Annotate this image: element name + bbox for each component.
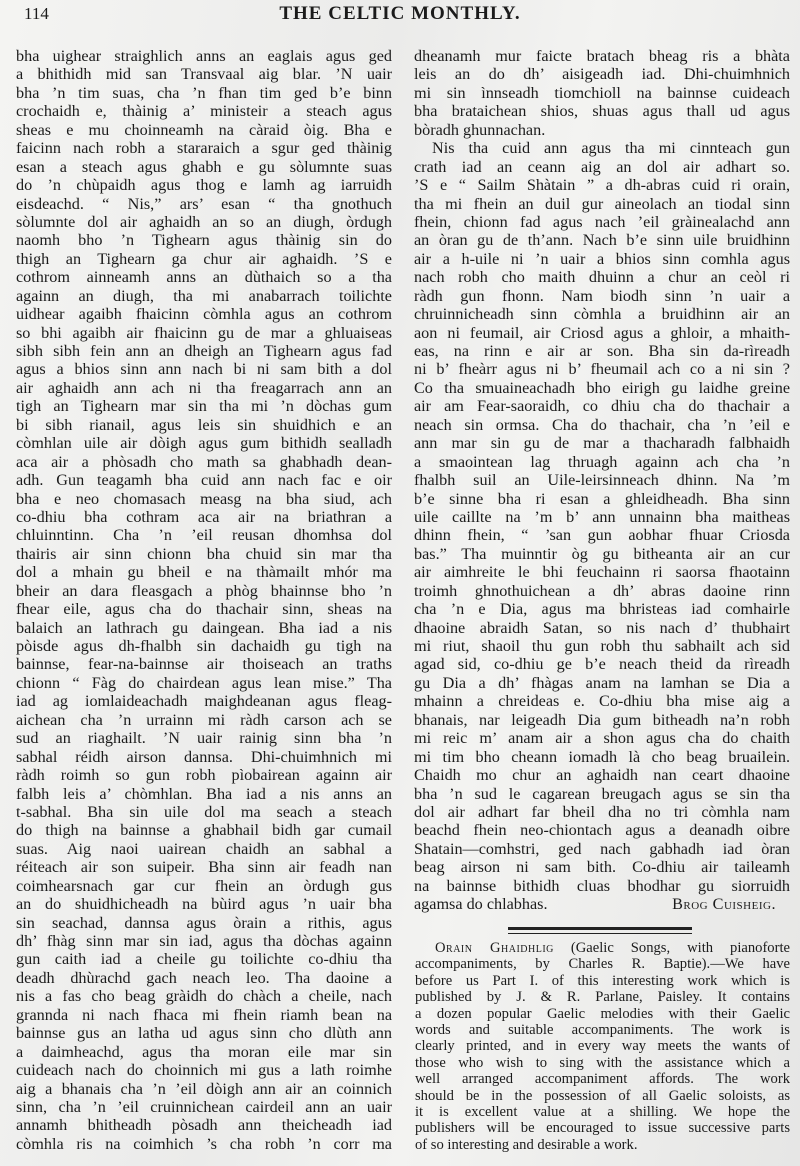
review-first-line bbox=[415, 940, 790, 956]
text-line: chionn “ Fàg do chairdean agus lean mise.” Tha bbox=[16, 673, 392, 692]
text-line: air am Fear-saoraidh, co dhiu cha do thachair a bbox=[414, 397, 790, 416]
text-line: iad ag iomlaideachadh maighdeanan agus fleag- bbox=[16, 692, 392, 711]
text-line: cha ’n e Dia, agus ma bhristeas iad comhairle bbox=[414, 600, 790, 619]
text-line: còmhlan uile air dòigh agus gum bithidh sealladh bbox=[16, 434, 392, 453]
text-line: ni b’ fheàrr agus ni b’ fheumail ach co a ni sin ? bbox=[414, 360, 790, 379]
text-line: bas.” Tha muinntir òg gu bitheanta air an cur bbox=[414, 544, 790, 563]
text-line: those who wish to sing with the assistance which a bbox=[415, 1054, 790, 1071]
text-line: thairis air sinn chionn bha chuid sin mar tha bbox=[16, 544, 392, 563]
text-line: air aimhreite le bhi feuchainn ri saorsa fhaotainn bbox=[414, 563, 790, 582]
text-line: bha e neo chomasach measg na bha siud, ach bbox=[16, 489, 392, 508]
text-line: well arranged accompaniment affords. The work bbox=[415, 1071, 790, 1088]
text-line: agad sid, co-dhiu ge b’e neach theid da rìreadh bbox=[414, 655, 790, 674]
text-line: chruinnicheadh sinn còmhla a bruidhinn air an bbox=[414, 305, 790, 324]
text-line: it is excellent value at a shilling. We hope the bbox=[415, 1103, 790, 1120]
text-line: mi sin ìnnseadh tiomchioll na bainnse cuideach bbox=[414, 83, 790, 102]
text-line: sòlumnte dol air aghaidh an so an diugh, òrdugh bbox=[16, 212, 392, 231]
text-line: coimhearsnach gar cur fhein an òrdugh gus bbox=[16, 876, 392, 895]
text-line: agus a bhios sinn ann nach bi ni sam bith a dol bbox=[16, 360, 392, 379]
text-line: aig a bhanais cha ’n ’eil dòigh ann air an coinnich bbox=[16, 1079, 392, 1098]
left-column bbox=[16, 47, 392, 1153]
text-line: publishers will be encouraged to issue successive parts bbox=[415, 1120, 790, 1137]
text-line: fhear eile, agus cha do thachair sinn, sheas na bbox=[16, 600, 392, 619]
text-line: do ’n chùpaidh agus thog e lamh ag iarruidh bbox=[16, 176, 392, 195]
text-line: grannda ni nach fhaca mi fhein riamh bean na bbox=[16, 1005, 392, 1024]
text-line: ràdh roimh so gun robh pìobairean againn air bbox=[16, 766, 392, 785]
text-line: an do shuidhicheadh na bùird agus ’n uair bha bbox=[16, 895, 392, 914]
text-line: dol air adhart far bheil dha no tri còmhla nam bbox=[414, 802, 790, 821]
text-line: bòradh ghunnachan. bbox=[414, 120, 546, 139]
text-line: eas, na rinn e air ar son. Bha sin da-rìreadh bbox=[414, 342, 790, 360]
text-line: t-sabhal. Bha sin uile dol ma seach a steach bbox=[16, 802, 392, 821]
text-line: air a h-uile ni ’n uair a bhios sinn comhla agus bbox=[414, 249, 790, 268]
text-line: naomh bho ’n Tighearn agus thàinig sin do bbox=[16, 231, 392, 250]
text-line: aon ni feumail, air Criosd agus a ghloir, a mhaith- bbox=[414, 323, 790, 342]
text-line: bainnse, fear-na-bainnse air thoiseach an traths bbox=[16, 655, 392, 674]
text-line: sheas e mu choinneamh na càraid òig. Bha e bbox=[16, 120, 392, 139]
text-line: b’e sinne bha ri esan a ghleidheadh. Bha sinn bbox=[414, 489, 790, 508]
text-line: suas. Aig naoi uairean chaidh an sabhal a bbox=[16, 839, 392, 858]
text-line: uidhear agaibh fhaicinn còmhla agus an cothrom bbox=[16, 305, 392, 324]
text-line: leis an do dh’ aisigeadh iad. Dhi-chuimhnich bbox=[414, 65, 790, 84]
text-line: co-dhiu bha cothram aca air na briathran a bbox=[16, 507, 392, 526]
text-line: adh. Gun teagamh bha cuid ann nach fac e oir bbox=[16, 471, 392, 490]
text-line: réiteach air son suipeir. Bha sinn air feadh nan bbox=[16, 858, 392, 877]
text-line: published by J. & R. Parlane, Paisley. It contains bbox=[415, 989, 790, 1006]
text-line: sibh sibh fein ann an dheigh an Tighearn agus fad bbox=[16, 342, 392, 360]
text-line: nis a fas cho beag gràidh do chàch a cheile, nach bbox=[16, 987, 392, 1006]
text-line: ann mar sin gu de mar a thacharadh falbhaidh bbox=[414, 434, 790, 453]
text-line: thigh an Tighearn ga chur air aghaidh. ’S e bbox=[16, 249, 392, 268]
text-line: bha uighear straighlich anns an eaglais agus ged bbox=[16, 47, 392, 65]
text-line: a daimheachd, agus tha moran eile mar sin bbox=[16, 1042, 392, 1061]
author-signature: Brog Cuisheig. bbox=[672, 895, 776, 914]
text-line: bi sibh rianail, agus leis sin shuidhich e an bbox=[16, 415, 392, 434]
book-review bbox=[415, 940, 790, 1153]
text-line: a dozen popular Gaelic melodies with their Gaelic bbox=[415, 1005, 790, 1022]
text-line: clearly printed, and in every way meets the wants of bbox=[415, 1038, 790, 1055]
text-line: sabhal réidh airson dannsa. Dhi-chuimhnich mi bbox=[16, 747, 392, 766]
text-line: a smaointean lag thruagh againn ach cha ’n bbox=[414, 452, 790, 471]
text-line: gu Dia a dh’ fhàgas anam na lamhan se Dia a bbox=[414, 673, 790, 692]
text-line: tigh an Tighearn mar sin tha mi ’n dòchas gum bbox=[16, 397, 392, 416]
review-subtitle: (Gaelic Songs, with pianoforte bbox=[553, 940, 790, 956]
text-line: aichean cha ’n urrainn mi ràdh carson ach se bbox=[16, 710, 392, 729]
section-divider bbox=[508, 927, 692, 934]
text-line: words and suitable accompaniments. The work is bbox=[415, 1021, 790, 1038]
text-line: dheanamh mur faicte bratach bheag ris a bhàta bbox=[414, 47, 790, 65]
text-line: bheir an dara fleasgach a phòg bhainnse bho ’n bbox=[16, 581, 392, 600]
text-line: falbh leis a’ chòmhlan. Bha iad a nis anns an bbox=[16, 784, 392, 803]
right-column bbox=[414, 47, 790, 914]
text-line: pòisde agus dh-fhalbh sin dachaidh gu tigh na bbox=[16, 637, 392, 655]
text-line: do thigh na bainnse a ghabhail bidh gar cumail bbox=[16, 821, 392, 840]
text-line: chluinntinn. Cha ’n ’eil reusan dhomhsa dol bbox=[16, 526, 392, 545]
text-line: sud an riaghailt. ’N uair rainig sinn bha ’n bbox=[16, 729, 392, 748]
text-line: bhanais, nar leigeadh Dia gum bitheadh na’n robh bbox=[414, 710, 790, 729]
text-line: annamh bhitheadh pòsadh ann theicheadh iad bbox=[16, 1116, 392, 1135]
text-line: ’S e “ Sailm Shàtain ” a dh-abras cuid ri orain, bbox=[414, 176, 790, 195]
text-line: na bainnse bithidh cluas bhodhar gu siorruidh bbox=[414, 876, 790, 895]
text-line: bainnse gus an latha ud agus sinn cho dlùth ann bbox=[16, 1024, 392, 1043]
text-line: an òran gu de th’ann. Nach b’e sinn uile bruidhinn bbox=[414, 231, 790, 250]
text-line: dhaoine abraidh Satan, so nis nach d’ thubhairt bbox=[414, 618, 790, 637]
text-line: nach robh cho maith dhuinn a chur an ceòl ri bbox=[414, 268, 790, 287]
text-line: dol a mhain gu bheil e na thàmailt mhór ma bbox=[16, 563, 392, 582]
text-line: so bhi agaibh air fhaicinn gu de mar a ghluaiseas bbox=[16, 323, 392, 342]
text-line: Chaidh mo chur an aghaidh nan ceart dhaoine bbox=[414, 766, 790, 785]
text-line: crochaidh e, thàinig a’ ministeir a steach agus bbox=[16, 102, 392, 121]
text-line: eisdeachd. “ Nis,” ars’ esan “ tha gnothuch bbox=[16, 194, 392, 213]
text-line: deadh dhùrachd gach neach leo. Tha daoine a bbox=[16, 968, 392, 987]
text-line: fhalbh suil an Uile-leirsinneach dhinn. Na ’m bbox=[414, 471, 790, 490]
text-line: aca air a phòsadh cho math sa ghabhadh dean- bbox=[16, 452, 392, 471]
text-line: againn an diugh, tha mi anabarrach toilichte bbox=[16, 286, 392, 305]
text-line: of so interesting and desirable a work. bbox=[415, 1136, 638, 1153]
journal-title: THE CELTIC MONTHLY. bbox=[279, 3, 521, 24]
text-line: should be in the possession of all Gaelic soloists, as bbox=[415, 1087, 790, 1104]
text-line: dhinn fhein, “ ’san gun aobhar fhuar Criosda bbox=[414, 526, 790, 545]
text-line: neach sin ormsa. Cha do thachair, cha ’n ’eil e bbox=[414, 415, 790, 434]
text-line: faicinn nach robh a stararaich a sgur ged thàinig bbox=[16, 139, 392, 158]
text-line: sin seachad, dannsa agus òrain a rithis, agus bbox=[16, 913, 392, 932]
text-line: Nis tha cuid ann agus tha mi cinnteach gun bbox=[432, 139, 790, 158]
text-line: cuideach nach do choinnich mi gus a lath roimhe bbox=[16, 1061, 392, 1080]
text-line: beachd fhein neo-chiontach agus a deanadh oibre bbox=[414, 821, 790, 840]
closing-text: agamsa do chlabhas. bbox=[414, 895, 548, 914]
text-line: dh’ fhàg sinn mar sin iad, agus tha dòchas againn bbox=[16, 932, 392, 950]
article-text bbox=[414, 47, 790, 895]
text-line: mi tim bho cheann iomadh là cho beag bruailein. bbox=[414, 747, 790, 766]
text-line: beag airson ni sam bith. Co-dhiu air taileamh bbox=[414, 858, 790, 877]
text-line: bha brataichean shios, shuas agus thall ud agus bbox=[414, 102, 790, 121]
text-line: bha ’n sud le cagarean breugach agus se sin tha bbox=[414, 784, 790, 803]
text-line: troimh ghnothuichean a dh’ abras daoine rinn bbox=[414, 581, 790, 600]
text-line: gun caith iad a cheile gu toilichte co-dhiu tha bbox=[16, 950, 392, 969]
text-line: a bhithidh mid san Transvaal aig blar. ’N uair bbox=[16, 65, 392, 84]
text-line: mi riut, shaoil thu gun robh thu sabhailt ach sid bbox=[414, 637, 790, 655]
text-line: fhein, chionn fad agus nach ’eil gràinealachd ann bbox=[414, 212, 790, 231]
signature-line bbox=[414, 895, 790, 913]
text-line: mi reic m’ anam air a shon agus cha do chaith bbox=[414, 729, 790, 748]
text-line: cothrom ainneamh anns an dùthaich so a tha bbox=[16, 268, 392, 287]
text-line: esan a steach agus ghabh e gu sòlumnte suas bbox=[16, 157, 392, 176]
review-title: Orain Ghaidhlig bbox=[435, 940, 554, 956]
text-line: balaich an lathrach gu daingean. Bha iad a nis bbox=[16, 618, 392, 637]
text-line: Co tha smuaineachadh bho eirigh gu laidhe greine bbox=[414, 378, 790, 397]
text-line: accompaniments, by Charles R. Baptie).—We have bbox=[415, 956, 790, 973]
page-number: 114 bbox=[24, 4, 49, 23]
text-line: before us Part I. of this interesting work which is bbox=[415, 972, 790, 989]
text-line: còmhla ris na coimhich ’s cha robh ’n corr ma bbox=[16, 1134, 392, 1153]
text-line: uile caillte na ’m b’ ann unnainn bha maitheas bbox=[414, 507, 790, 526]
text-line: sinn, cha ’n ’eil cruinnichean cairdeil ann an uair bbox=[16, 1097, 392, 1116]
text-line: bha ’n tim suas, cha ’n fhan tim ged b’e binn bbox=[16, 83, 392, 102]
text-line: tha mi fhein an duil gur aineolach an tiodal sinn bbox=[414, 194, 790, 213]
text-line: mhainn a chreideas e. Co-dhiu bha mise aig a bbox=[414, 692, 790, 711]
text-line: crath iad an ceann aig an dol air adhart so. bbox=[414, 157, 790, 176]
text-line: air aghaidh ann ach ni tha freagarrach ann an bbox=[16, 378, 392, 397]
text-line: ràdh gun fhonn. Nam biodh sinn ’n uair a bbox=[414, 286, 790, 305]
text-line: Shatain—comhstri, ged nach gabhadh iad òran bbox=[414, 839, 790, 858]
